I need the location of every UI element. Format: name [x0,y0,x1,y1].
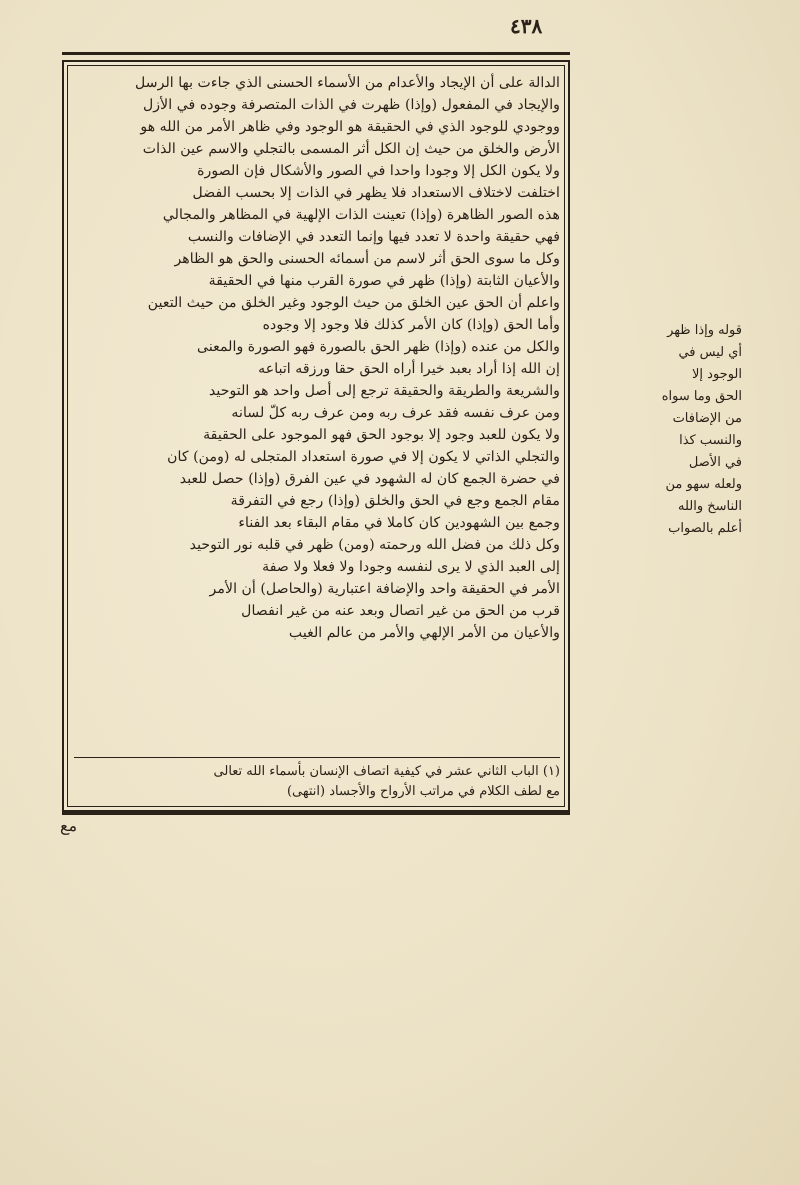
margin-note-line: من الإضافات [672,411,742,426]
margin-note-line: في الأصل [688,455,742,470]
text-line: وكل ذلك من فضل الله ورحمته (ومن) ظهر في قلبه نور التوحيد [189,537,560,553]
text-line: والأعيان من الأمر الإلهي والأمر من عالم الغيب [288,625,560,641]
text-line: ولا يكون الكل إلا وجودا واحدا في الصور والأشكال فإن الصورة [197,163,560,179]
text-line: اختلفت لاختلاف الاستعداد فلا يظهر في الذات إلا بحسب الفضل [192,185,560,201]
text-line: والإيجاد في المفعول (وإذا) ظهرت في الذات المتصرفة وجوده في الأزل [143,97,560,113]
margin-note-line: الحق وما سواه [661,389,742,404]
text-line: والكل من عنده (وإذا) ظهر الحق بالصورة فهو الصورة والمعنى [197,339,560,355]
text-line: مقام الجمع وجع في الحق والخلق (وإذا) رجع في التفرقة [230,493,560,509]
text-line: فهي حقيقة واحدة لا تعدد فيها وإنما التعدد في الإضافات والنسب [187,229,560,245]
text-line: قرب من الحق من غير اتصال وبعد عنه من غير انفصال [241,603,560,619]
text-line: واعلم أن الحق عين الخلق من حيث الوجود وغير الخلق من حيث التعين [147,295,560,311]
text-line: والتجلي الذاتي لا يكون إلا في صورة استعداد المتجلى له (ومن) كان [167,449,560,465]
margin-note-line: قوله وإذا ظهر [667,323,742,338]
margin-note-line: الوجود إلا [692,367,742,382]
text-line: وكل ما سوى الحق أثر لاسم من أسمائه الحسنى والحق هو الظاهر [174,251,560,267]
catchword: مع [60,816,78,835]
footnote-line: (١) الباب الثاني عشر في كيفية اتصاف الإنسان بأسماء الله تعالى [213,764,560,779]
text-line: الأمر في الحقيقة واحد والإضافة اعتبارية (والحاصل) أن الأمر [209,581,560,597]
footnote-block [74,762,560,806]
margin-note-line: الناسخ والله [678,499,742,514]
text-line: وجمع بين الشهودين كان كاملا في مقام البقاء بعد الفناء [238,515,560,531]
text-line: ولا يكون للعبد وجود إلا بوجود الحق فهو الموجود على الحقيقة [203,427,560,443]
main-text-block [74,72,560,641]
margin-note-line: أعلم بالصواب [668,521,742,536]
bottom-rule [62,812,570,815]
text-line: إلى العبد الذي لا يرى لنفسه وجودا ولا فعلا ولا صفة [262,559,560,575]
text-line: الأرض والخلق من حيث إن الكل أثر المسمى بالتجلي والاسم عين الذات [142,141,560,157]
text-line: هذه الصور الظاهرة (وإذا) تعينت الذات الإلهية في المظاهر والمجالي [162,207,560,223]
text-line: والشريعة والطريقة والحقيقة ترجع إلى أصل واحد هو التوحيد [208,383,560,399]
text-line: وأما الحق (وإذا) كان الأمر كذلك فلا وجود إلا وجوده [262,317,560,333]
text-line: في حضرة الجمع كان له الشهود في عين الفرق (وإذا) حصل للعبد [179,471,560,487]
footnote-line: مع لطف الكلام في مراتب الأرواح والأجساد (انتهى) [286,784,560,799]
margin-note-line: ولعله سهو من [665,477,742,492]
text-line: ومن عرف نفسه فقد عرف ربه ومن عرف ربه كلّ لسانه [231,405,560,421]
text-line: والأعيان الثابتة (وإذا) ظهر في صورة القرب منها في الحقيقة [208,273,560,289]
top-rule [62,52,570,55]
footnote-separator [74,757,560,758]
text-line: إن الله إذا أراد بعبد خيرا أراه الحق حقا ورزقه اتباعه [258,361,560,377]
margin-note [592,320,742,620]
margin-note-line: والنسب كذا [679,433,742,448]
text-line: الدالة على أن الإيجاد والأعدام من الأسماء الحسنى الذي جاءت بها الرسل [134,75,560,91]
text-line: ووجودي للوجود الذي في الحقيقة هو الوجود وفي ظاهر الأمر من الله هو [140,119,560,135]
margin-note-line: أي ليس في [678,345,742,360]
page-number: ٤٣٨ [510,14,543,38]
